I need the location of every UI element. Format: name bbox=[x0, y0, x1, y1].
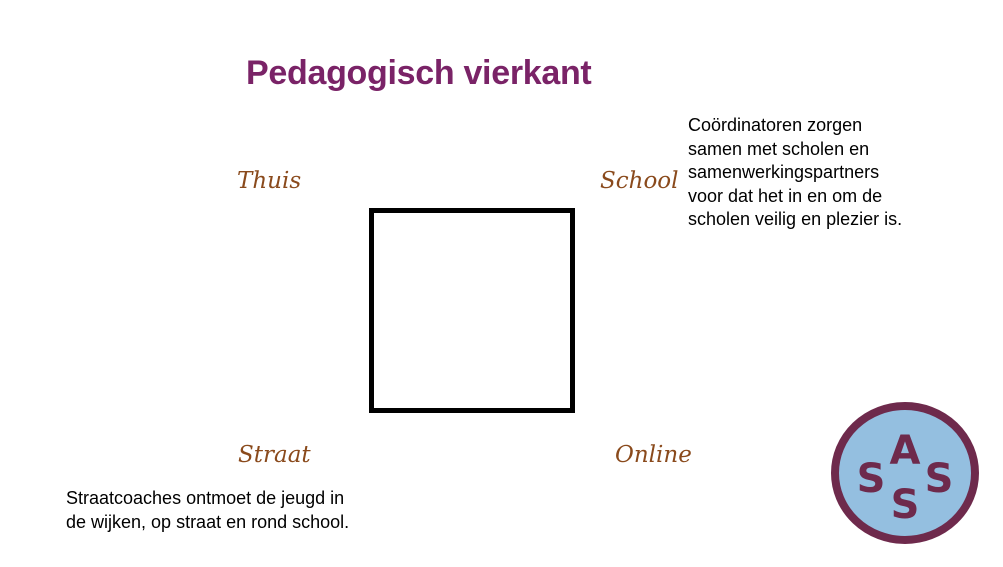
corner-label-school: School bbox=[600, 168, 679, 194]
slide-title: Pedagogisch vierkant bbox=[246, 54, 592, 92]
corner-label-straat: Straat bbox=[238, 442, 311, 468]
straat-note: Straatcoaches ontmoet de jeugd in de wijken, op straat en rond school. bbox=[66, 488, 350, 532]
logo-letter-right: S bbox=[924, 456, 954, 502]
school-note: Coördinatoren zorgen samen met scholen en samenwerkingspartners voor dat het in en om de scholen veilig en plezier is. bbox=[688, 115, 903, 229]
logo-letter-top: A bbox=[889, 428, 921, 474]
corner-label-thuis: Thuis bbox=[237, 168, 302, 194]
pedagogical-square bbox=[369, 208, 575, 413]
corner-label-online: Online bbox=[615, 442, 692, 468]
logo-letter-bottom: S bbox=[890, 482, 920, 528]
sass-logo bbox=[829, 400, 981, 546]
logo-letter-left: S bbox=[856, 456, 886, 502]
